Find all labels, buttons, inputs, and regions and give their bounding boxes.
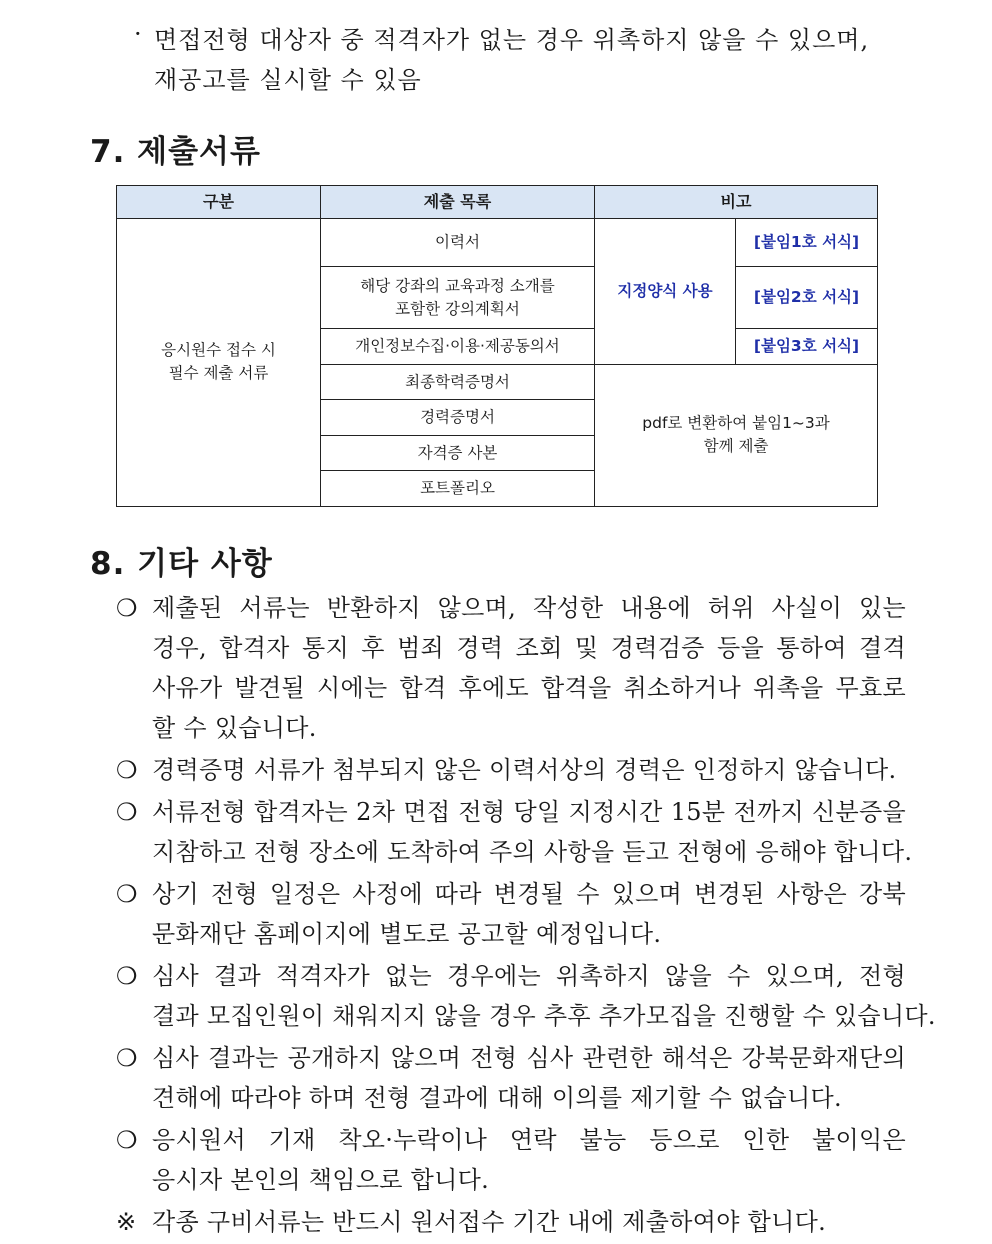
document-final-education: 최종학력증명서: [321, 364, 595, 400]
note-bullet: ·: [134, 20, 142, 48]
item-line: 경력증명 서류가 첨부되지 않은 이력서상의 경력은 인정하지 않습니다.: [152, 756, 897, 784]
document-privacy-consent: 개인정보수집·이용·제공동의서: [321, 329, 595, 365]
item-line: 사유가 발견될 시에는 합격 후에도 합격을 취소하거나 위촉을 무효로: [152, 674, 906, 702]
designated-form-note: 지정양식 사용: [595, 218, 736, 364]
circle-bullet-icon: ❍: [116, 594, 138, 622]
item-line: 견해에 따라야 하며 전형 결과에 대해 이의를 제기할 수 없습니다.: [152, 1084, 842, 1112]
table-header-row: [117, 186, 878, 219]
document-resume: 이력서: [321, 218, 595, 267]
table-row: [117, 218, 878, 267]
lecture-plan-line-1: 해당 강좌의 교육과정 소개를: [360, 276, 555, 295]
header-remarks: 비고: [595, 186, 878, 219]
list-item: [116, 588, 906, 748]
item-line: 결과 모집인원이 채워지지 않을 경우 추후 추가모집을 진행할 수 있습니다.: [152, 1002, 936, 1030]
document-lecture-plan: [321, 267, 595, 329]
item-line: 상기 전형 일정은 사정에 따라 변경될 수 있으며 변경된 사항은 강북: [152, 880, 906, 908]
circle-bullet-icon: ❍: [116, 880, 138, 908]
item-line: 경우, 합격자 통지 후 범죄 경력 조회 및 경력검증 등을 통하여 결격: [152, 634, 906, 662]
list-item: [116, 750, 906, 790]
list-item: [116, 956, 936, 1036]
other-notes-list: [116, 588, 936, 1244]
section-8-heading: 8. 기타 사항: [90, 546, 273, 582]
circle-bullet-icon: ❍: [116, 962, 138, 990]
document-career-certificate: 경력증명서: [321, 400, 595, 436]
circle-bullet-icon: ❍: [116, 1126, 138, 1154]
document-license-copy: 자격증 사본: [321, 435, 595, 471]
item-line: 제출된 서류는 반환하지 않으며, 작성한 내용에 허위 사실이 있는: [152, 594, 906, 622]
document-portfolio: 포트폴리오: [321, 471, 595, 507]
pdf-note-line-2: 함께 제출: [703, 437, 769, 456]
item-line: 심사 결과는 공개하지 않으며 전형 심사 관련한 해석은 강북문화재단의: [152, 1044, 906, 1072]
form-3-label: [붙임3호 서식]: [736, 329, 878, 365]
submission-documents-table: [116, 185, 878, 507]
circle-bullet-icon: ❍: [116, 1044, 138, 1072]
list-item: [116, 874, 906, 954]
header-category: 구분: [117, 186, 321, 219]
intro-line-1: 면접전형 대상자 중 적격자가 없는 경우 위촉하지 않을 수 있으며,: [154, 26, 870, 54]
category-cell: [117, 218, 321, 507]
pdf-note-line-1: pdf로 변환하여 붙임1~3과: [642, 414, 830, 433]
intro-line-2: 재공고를 실시할 수 있음: [154, 66, 422, 94]
item-line: 응시자 본인의 책임으로 합니다.: [152, 1166, 490, 1194]
category-line-1: 응시원수 접수 시: [161, 341, 276, 360]
item-line: 지참하고 전형 장소에 도착하여 주의 사항을 듣고 전형에 응해야 합니다.: [152, 838, 913, 866]
item-line: 할 수 있습니다.: [152, 714, 317, 742]
form-1-label: [붙임1호 서식]: [736, 218, 878, 267]
list-item: [116, 1120, 906, 1200]
lecture-plan-line-2: 포함한 강의계획서: [395, 299, 520, 318]
reference-mark-icon: ※: [116, 1208, 137, 1236]
list-item: [116, 1202, 906, 1242]
pdf-note-cell: [595, 364, 878, 506]
circle-bullet-icon: ❍: [116, 756, 138, 784]
item-line: 심사 결과 적격자가 없는 경우에는 위촉하지 않을 수 있으며, 전형: [152, 962, 906, 990]
item-line: 각종 구비서류는 반드시 원서접수 기간 내에 제출하여야 합니다.: [152, 1208, 827, 1236]
section-7-heading: 7. 제출서류: [90, 134, 261, 170]
category-line-2: 필수 제출 서류: [168, 364, 269, 383]
circle-bullet-icon: ❍: [116, 798, 138, 826]
item-line: 문화재단 홈페이지에 별도로 공고할 예정입니다.: [152, 920, 662, 948]
item-line: 서류전형 합격자는 2차 면접 전형 당일 지정시간 15분 전까지 신분증을: [152, 798, 906, 826]
list-item: [116, 1038, 906, 1118]
list-item: [116, 792, 913, 872]
form-2-label: [붙임2호 서식]: [736, 267, 878, 329]
item-line: 응시원서 기재 착오·누락이나 연락 불능 등으로 인한 불이익은: [152, 1126, 906, 1154]
header-document-list: 제출 목록: [321, 186, 595, 219]
